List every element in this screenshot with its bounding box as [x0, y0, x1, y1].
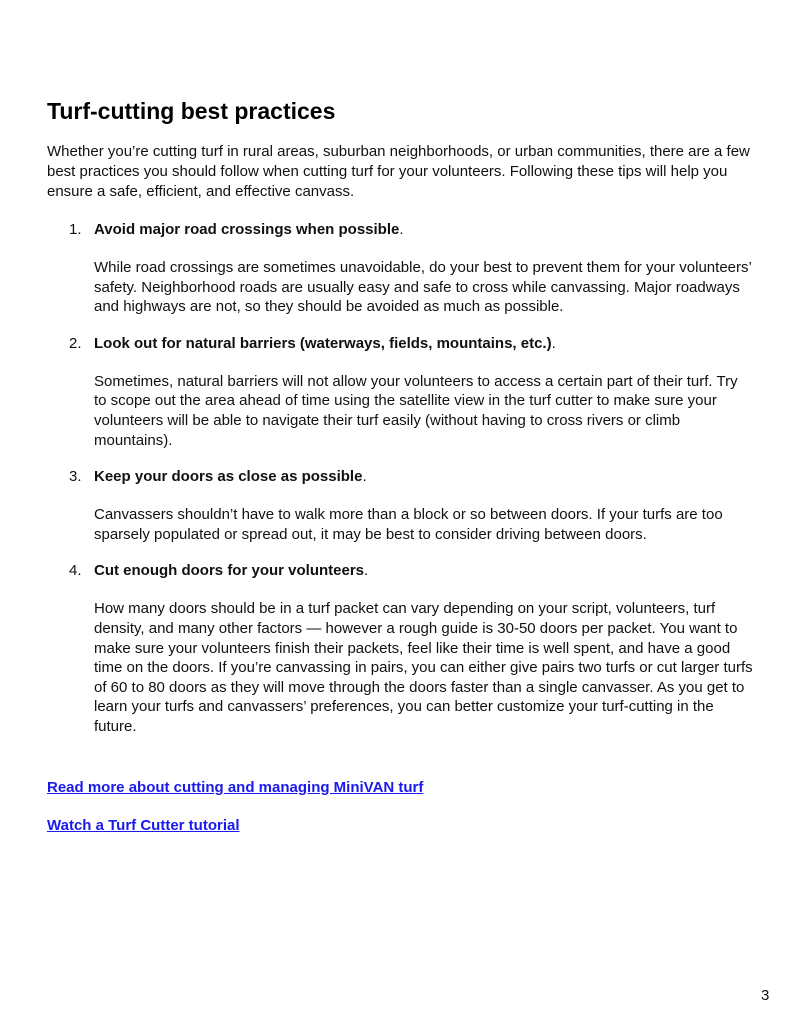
list-item-number: 2.	[69, 334, 82, 352]
page-title: Turf-cutting best practices	[47, 98, 336, 124]
list-item-title-period: .	[364, 562, 369, 580]
list-item-number: 4.	[69, 562, 82, 580]
list-item-body: While road crossings are sometimes unavoidable, do your best to prevent them for your volunteers’ safety. Neighborhood roads are usually easy and safe to cross while canvassing. Major roadways and highways are not, so they should be avoided as much as possible.	[94, 259, 752, 316]
document-page	[47, 96, 753, 854]
list-item	[47, 220, 753, 317]
list-item-body: Sometimes, natural barriers will not allow your volunteers to access a certain part of their turf. Try to scope out the area ahead of time using the satellite view in the turf cutter to make sure your volunteers will be able to navigate their turf easily (without having to cross rivers or climb mountains).	[94, 372, 738, 449]
best-practices-list	[47, 220, 753, 737]
list-item-title-period: .	[551, 334, 556, 352]
list-item-title-text: Avoid major road crossings when possible	[94, 221, 400, 238]
intro-paragraph: Whether you’re cutting turf in rural areas, suburban neighborhoods, or urban communities, there are a few best practices you should follow when cutting turf for your volunteers. Following these tips will help you ensure a safe, efficient, and effective canvass.	[47, 143, 750, 200]
list-item-body: Canvassers shouldn’t have to walk more than a block or so between doors. If your turfs are too sparsely populated or spread out, it may be best to consider driving between doors.	[94, 506, 723, 543]
list-item-title	[94, 334, 753, 354]
list-item-title-text: Cut enough doors for your volunteers	[94, 562, 365, 580]
resource-links	[47, 778, 753, 836]
list-item-title-text: Look out for natural barriers (waterways, fields, mountains, etc.)	[94, 334, 552, 352]
list-item-title	[94, 220, 753, 240]
list-item	[47, 334, 753, 450]
page-number: 3	[761, 987, 770, 1004]
read-more-minivan-turf-link[interactable]: Read more about cutting and managing MiniVAN turf	[47, 778, 424, 796]
list-item-title-period: .	[399, 221, 404, 238]
list-item	[47, 561, 753, 736]
list-item-number: 3.	[69, 468, 82, 486]
turf-cutter-tutorial-link[interactable]: Watch a Turf Cutter tutorial	[47, 816, 240, 834]
list-item-title-text: Keep your doors as close as possible	[94, 468, 363, 486]
list-item-body: How many doors should be in a turf packet can vary depending on your script, volunteers, turf density, and many other factors — however a rough guide is 30-50 doors per packet. You want to make sure your volunteers finish their packets, feel like their time is well spent, and have a good time on the doors. If you’re canvassing in pairs, you can either give pairs two turfs or cut larger turfs of 60 to 80 doors as they will move through the doors faster than a single canvasser. As you get to learn your turfs and canvassers’ preferences, you can better customize your turf-cutting in the future.	[94, 600, 753, 735]
list-item-title-period: .	[362, 468, 367, 486]
list-item-number: 1.	[69, 221, 82, 238]
list-item-title	[94, 467, 753, 487]
list-item	[47, 467, 753, 544]
list-item-title	[94, 561, 753, 581]
